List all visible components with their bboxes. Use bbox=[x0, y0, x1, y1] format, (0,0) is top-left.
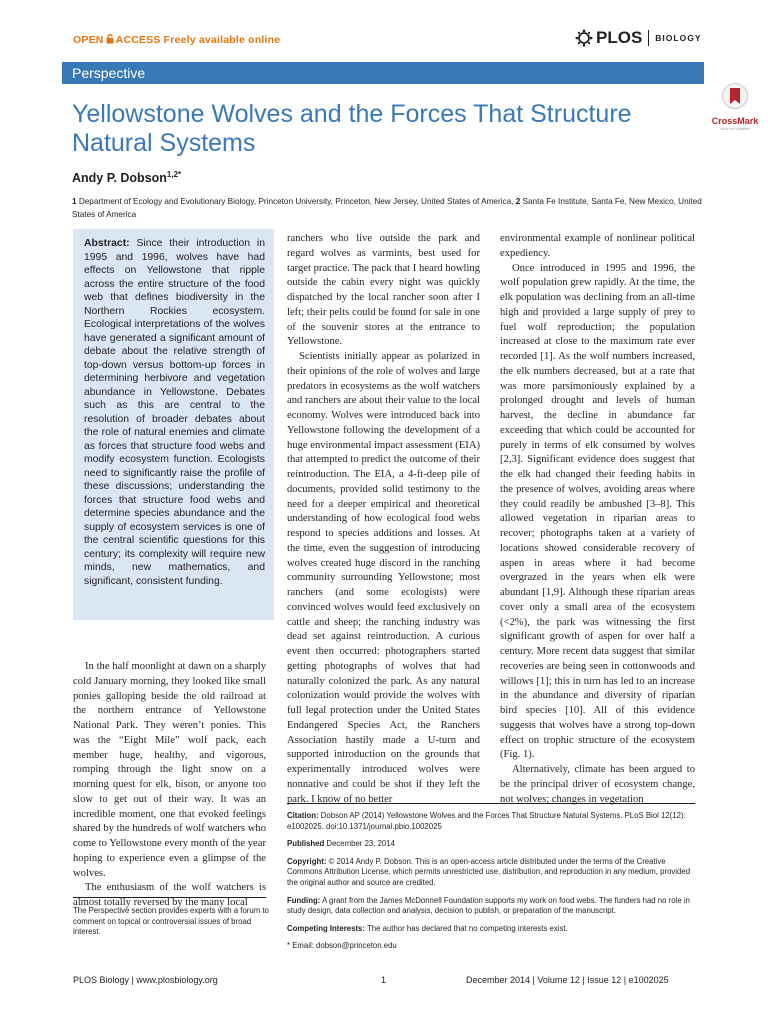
abstract-box bbox=[73, 229, 274, 620]
affil-1-num: 1 bbox=[72, 197, 77, 206]
competing-label: Competing Interests: bbox=[287, 923, 365, 933]
plos-logo[interactable] bbox=[575, 28, 702, 48]
citation-text: Dobson AP (2014) Yellowstone Wolves and the Forces That Structure Natural Systems. PLoS Biol 12(12): e1002025. doi:10.1371/journal.pbio.1002025 bbox=[287, 811, 686, 831]
journal-name: BIOLOGY bbox=[655, 33, 702, 43]
body-column-3 bbox=[500, 232, 695, 807]
citation-label: Citation: bbox=[287, 811, 319, 820]
open-access-label bbox=[73, 34, 280, 46]
footer-issue-info: December 2014 | Volume 12 | Issue 12 | e1002025 bbox=[466, 975, 669, 985]
footnote-divider bbox=[73, 897, 266, 898]
open-access-word: OPEN bbox=[73, 34, 104, 46]
citation-block bbox=[287, 811, 699, 959]
open-access-text: ACCESS Freely available online bbox=[115, 34, 281, 46]
abstract-label: Abstract: bbox=[84, 238, 130, 249]
published-label: Published bbox=[287, 839, 325, 849]
published-entry bbox=[287, 839, 699, 850]
body-column-1 bbox=[73, 660, 266, 911]
abstract-text: Since their introduction in 1995 and 1996, wolves have had effects on Yellowstone that ripple across the entire structure of the food web that defines biodiversity in the Northern Rockies ecosystem. Ecological interpretations of the wolves have generated a significant amount of debate about the relative strength of top-down versus bottom-up forces in determining herbivore and vegetation abundance in Yellowstone. Debates such as this are central to the resolution of broader debates about the role of natural enemies and climate as forces that structure food webs and modify ecosystem function. Ecologists need to significantly raise the profile of these discussions; understanding the forces that structure food webs and determine species abundance and the supply of ecosystem services is one of the central scientific questions for this century; its complexity will require new minds, new mathematics, and significant, consistent funding. bbox=[84, 238, 265, 587]
footer-journal-link[interactable]: PLOS Biology | www.plosbiology.org bbox=[73, 975, 218, 985]
body-paragraph: environmental example of nonlinear political expediency. bbox=[500, 233, 695, 259]
funding-entry bbox=[287, 896, 699, 917]
author-name: Andy P. Dobson bbox=[72, 171, 167, 186]
competing-text: The author has declared that no competing interests exist. bbox=[364, 923, 568, 933]
body-column-2 bbox=[287, 232, 480, 807]
affil-2: Santa Fe Institute, Santa Fe, New Mexico, United States of America bbox=[72, 197, 702, 219]
affil-2-num: 2 bbox=[515, 197, 521, 206]
crossmark-label: CrossMark bbox=[711, 116, 759, 126]
body-paragraph: In the half moonlight at dawn on a sharply cold January morning, they looked like small ponies galloping beside the old railroad at the northern entrance of Yellowstone National Park. They weren’t ponies. This was the “Eight Mile” wolf pack, each member huge, healthy, and vigorous, romping through the light snow on a morning quest for elk, bison, or anyone too slow to get out of their way. It was an incredible moment, one that evoked feelings shared by the hundreds of wolf watchers who come to Yellowstone every month of the year hoping to experience even a glimpse of the wolves. bbox=[73, 661, 266, 879]
funding-label: Funding: bbox=[287, 895, 321, 905]
funding-text: A grant from the James McDonnell Foundation supports my work on food webs. The funders had no role in study design, data collection and analysis, decision to publish, or preparation of the manuscript. bbox=[287, 895, 690, 916]
published-text: December 23, 2014 bbox=[324, 839, 395, 849]
copyright-entry bbox=[287, 857, 699, 889]
body-paragraph: The enthusiasm of the wolf watchers is almost totally reversed by the many local bbox=[73, 882, 266, 908]
footer-page-number: 1 bbox=[381, 975, 387, 985]
affil-1: Department of Ecology and Evolutionary Biology, Princeton University, Princeton, New Jersey, United States of America, bbox=[76, 197, 516, 206]
body-paragraph: Alternatively, climate has been argued to be the principal driver of ecosystem change, not wolves; changes in vegetation bbox=[500, 764, 695, 805]
citation-divider bbox=[287, 803, 695, 804]
open-access-lock-icon bbox=[106, 34, 114, 44]
affiliations bbox=[72, 195, 707, 221]
perspective-footnote: The Perspective section provides experts with a forum to comment on topical or controversial issues of broad interest. bbox=[73, 906, 269, 937]
citation-entry bbox=[287, 811, 699, 832]
body-paragraph: Scientists initially appear as polarized in their opinions of the role of wolves and large predators in ecosystems as the wolf watchers and ranchers are about their value to the local economy. Wolves were introduced back into Yellowstone following the development of a huge environmental impact assessment (EIA) that attempted to predict the outcome of their reintroduction. The EIA, a 4-ft-deep pile of documents, provided solid testimony to the need for a deeper empirical and theoretical understanding of how ecological food webs respond to species additions and losses. At the time, even the suggestion of introducing wolves created huge discord in the ranching community surrounding Yellowstone; most ranchers (and some ecologists) were convinced wolves would feed exclusively on cattle and sheep; the ranching industry was dead set against reintroduction. A curious event then occurred: photographers started getting photographs of wolves that had naturally colonized the park. As any natural colonization would provide the wolves with full legal protection under the United States Endangered Species Act, the Ranchers Association hastily made a U-turn and supported introduction on the grounds that experimentally introduced wolves were nonnative and could be shot if they left the park. I know of no better bbox=[287, 351, 480, 805]
crossmark-badge[interactable] bbox=[710, 82, 760, 131]
plos-logo-icon bbox=[575, 29, 593, 47]
copyright-label: Copyright: bbox=[287, 856, 327, 866]
body-paragraph: ranchers who live outside the park and regard wolves as varmints, best used for target practice. The pack that I heard howling outside the cabin every night was quickly dispatched by the local rancher soon after I left; their pelts could be found for sale in one of the souvenir stores at the entrance to Yellowstone. bbox=[287, 233, 480, 348]
body-paragraph: Once introduced in 1995 and 1996, the wolf population grew rapidly. At the time, the elk population was declining from an all-time high and provided a large supply of prey to fuel wolf reproduction; the population increased at close to the maximum rate ever recorded [1]. As the wolf numbers increased, the elk numbers decreased, but at a rate that was more parsimoniously explained by a prolonged drought and levels of human harvest, the decline in abundance far exceeding that which could be accounted for purely in terms of elk consumed by wolves [2,3]. Significant evidence does suggest that the elk had changed their feeding habits in the presence of wolves, avoiding areas where they could readily be ambushed [3–8]. This allowed vegetation in riparian areas to recover; photographs taken at a variety of locations showed considerable recovery of aspen in areas where it had become overgrazed in the years when elk were abundant [1,9]. Although these riparian areas cover only a small area of the ecosystem (<2%), the park was witnessing the first significant growth of aspen for over half a century. More recent data suggest that similar recoveries are being seen in cottonwoods and willows [1]; this in turn has led to an increase in the abundance and diversity of riparian bird species [10]. All of this evidence suggests that wolves have a strong top-down effect on trophic structure of the ecosystem (Fig. 1). bbox=[500, 262, 695, 761]
section-banner bbox=[62, 62, 704, 84]
author-affil-sup: 1,2* bbox=[166, 170, 182, 179]
email-entry[interactable]: * Email: dobson@princeton.edu bbox=[287, 941, 397, 951]
author-line bbox=[72, 170, 181, 185]
publisher-name: PLOS bbox=[596, 28, 643, 47]
logo-divider bbox=[648, 30, 649, 46]
copyright-text: © 2014 Andy P. Dobson. This is an open-access article distributed under the terms of the Creative Commons Attribution License, which permits unrestricted use, distribution, and reproduction in any medium, provided the original author and source are credited. bbox=[287, 856, 691, 887]
crossmark-sub: click for updates bbox=[720, 126, 750, 131]
article-title: Yellowstone Wolves and the Forces That Structure Natural Systems bbox=[72, 100, 632, 157]
competing-entry bbox=[287, 924, 699, 935]
section-label: Perspective bbox=[72, 65, 146, 81]
crossmark-icon bbox=[721, 82, 749, 110]
